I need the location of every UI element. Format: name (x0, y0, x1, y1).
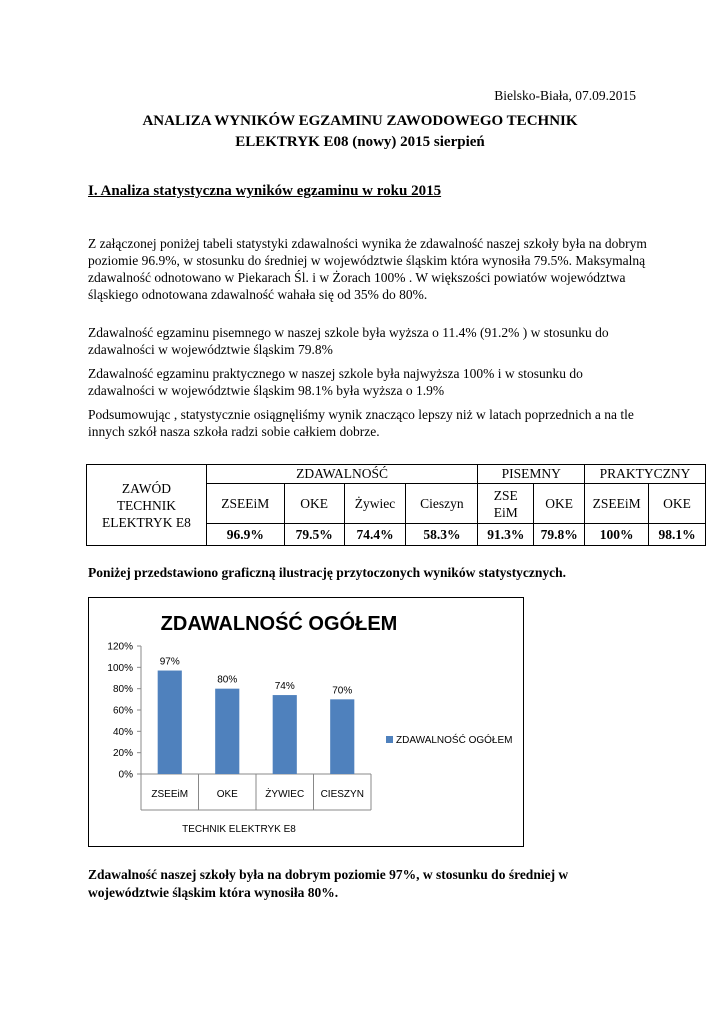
bar-data-label: 74% (274, 681, 295, 693)
group-header-praktyczny: PRAKTYCZNY (585, 465, 706, 484)
table-row-header: ZAWÓD TECHNIK ELEKTRYK E8 (87, 465, 207, 546)
group-header-pisemny: PISEMNY (478, 465, 585, 484)
group-header-zdawalnosc: ZDAWALNOŚĆ (206, 465, 477, 484)
paragraph-written: Zdawalność egzaminu pisemnego w naszej szkole była wyższa o 11.4% (91.2% ) w stosunku do zdawalności w województwie śląskim 79.8% (88, 325, 609, 357)
y-tick-label: 120% (107, 641, 133, 653)
column-header: ZSEEiM (206, 484, 284, 524)
column-header: ZSEEiM (585, 484, 649, 524)
bar (158, 671, 182, 774)
table-value: 96.9% (206, 524, 284, 546)
column-header: Żywiec (344, 484, 406, 524)
column-header: OKE (649, 484, 706, 524)
table-value: 100% (585, 524, 649, 546)
bar (273, 695, 297, 774)
x-category-label: ŻYWIEC (265, 789, 305, 800)
bar-chart (89, 598, 522, 845)
bar-data-label: 70% (332, 685, 353, 697)
document-title (60, 111, 660, 153)
column-header: ZSEEiM (478, 484, 534, 524)
bar-data-label: 80% (217, 674, 238, 686)
table-value: 98.1% (649, 524, 706, 546)
paragraph-overall: Z załączonej poniżej tabeli statystyki zdawalności wynika że zdawalność naszej szkoły była na dobrym poziomie 96.9%, w stosunku do średniej w województwie śląskim która wynosiła 79.5%. Maksymalną zdawalność odnotowano w Piekarach Śl. i w Żorach 100% . W większości powiatów województwa śląskiego odnotowana zdawalność wahała się od 35% do 80%. (88, 236, 647, 302)
table-value: 91.3% (478, 524, 534, 546)
table-value: 58.3% (406, 524, 478, 546)
chart-title: ZDAWALNOŚĆ OGÓŁEM (160, 613, 398, 635)
legend-label: ZDAWALNOŚĆ OGÓŁEM (396, 735, 513, 746)
column-header: OKE (284, 484, 344, 524)
x-axis-label: TECHNIK ELEKTRYK E8 (182, 824, 296, 835)
y-tick-label: 0% (118, 769, 133, 781)
bar (215, 689, 239, 774)
y-tick-label: 80% (112, 684, 133, 696)
legend-swatch (386, 736, 393, 743)
statistics-table (86, 464, 706, 546)
y-tick-label: 100% (107, 662, 133, 674)
column-header: OKE (534, 484, 585, 524)
y-tick-label: 60% (112, 705, 133, 717)
x-category-label: OKE (216, 789, 238, 800)
table-value: 74.4% (344, 524, 406, 546)
bar-data-label: 97% (159, 656, 180, 668)
table-value: 79.5% (284, 524, 344, 546)
bar (330, 699, 354, 774)
chart-intro: Poniżej przedstawiono graficzną ilustrację przytoczonych wyników statystycznych. (88, 565, 567, 580)
conclusion: Zdawalność naszej szkoły była na dobrym poziomie 97%, w stosunku do średniej w województwie śląskim która wynosiła 80%. (88, 867, 569, 900)
x-category-label: CIESZYN (320, 789, 364, 800)
paragraph-summary: Podsumowując , statystycznie osiągnęliśmy wynik znacząco lepszy niż w latach poprzednich a na tle innych szkół nasza szkoła radzi sobie całkiem dobrze. (88, 407, 634, 439)
y-tick-label: 20% (112, 748, 133, 760)
column-header: Cieszyn (406, 484, 478, 524)
paragraph-practical: Zdawalność egzaminu praktycznego w naszej szkole była najwyższa 100% i w stosunku do zdawalności w województwie śląskim 98.1% była wyższa o 1.9% (88, 366, 583, 398)
y-tick-label: 40% (112, 726, 133, 738)
x-category-label: ZSEEiM (151, 789, 189, 800)
table-value: 79.8% (534, 524, 585, 546)
section-heading: I. Analiza statystyczna wyników egzaminu w roku 2015 (88, 183, 442, 199)
title-line-2: ELEKTRYK E08 (nowy) 2015 sierpień (235, 134, 485, 150)
document-date: Bielsko-Biała, 07.09.2015 (494, 88, 636, 103)
title-line-1: ANALIZA WYNIKÓW EGZAMINU ZAWODOWEGO TECHNIK (142, 113, 578, 129)
chart-frame (88, 597, 524, 847)
